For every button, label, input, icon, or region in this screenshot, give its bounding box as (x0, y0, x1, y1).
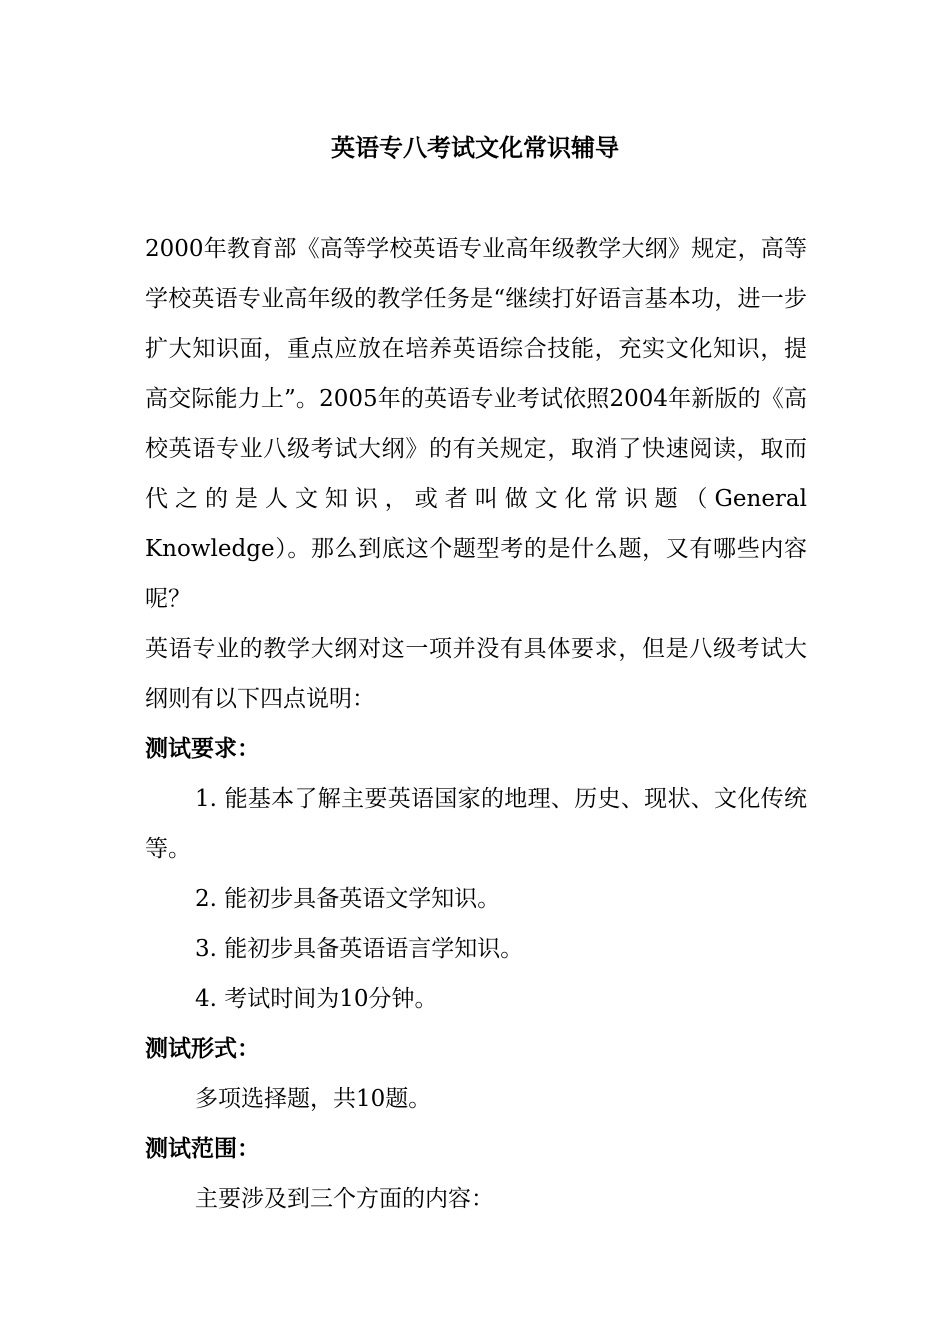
document-title: 英语专八考试文化常识辅导 (331, 133, 619, 162)
document-body (145, 224, 807, 1224)
intro-paragraph-2: 英语专业的教学大纲对这一项并没有具体要求，但是八级考试大纲则有以下四点说明： (145, 636, 807, 712)
format-text: 多项选择题，共10题。 (195, 1086, 432, 1112)
requirement-item-3: 3. 能初步具备英语语言学知识。 (195, 936, 524, 962)
requirement-item-2: 2. 能初步具备英语文学知识。 (195, 886, 501, 912)
scope-text: 主要涉及到三个方面的内容： (195, 1186, 494, 1212)
requirement-item-1: 1. 能基本了解主要英语国家的地理、历史、现状、文化传统等。 (145, 786, 807, 862)
requirement-item-4: 4. 考试时间为10分钟。 (195, 986, 438, 1012)
scope-heading: 测试范围： (145, 1135, 260, 1162)
intro-paragraph-1: 2000年教育部《高等学校英语专业高年级教学大纲》规定，高等学校英语专业高年级的教学任务是“继续打好语言基本功，进一步扩大知识面，重点应放在培养英语综合技能，充实文化知识，提高交际能力上”。2005年的英语专业考试依照2004年新版的《高校英语专业八级考试大纲》的有关规定，取消了快速阅读，取而代之的是人文知识，或者叫做文化常识题（General Knowledge）。那么到底这个题型考的是什么题，又有哪些内容呢？ (145, 236, 807, 612)
format-heading: 测试形式： (145, 1035, 260, 1062)
requirements-heading: 测试要求： (145, 735, 260, 762)
